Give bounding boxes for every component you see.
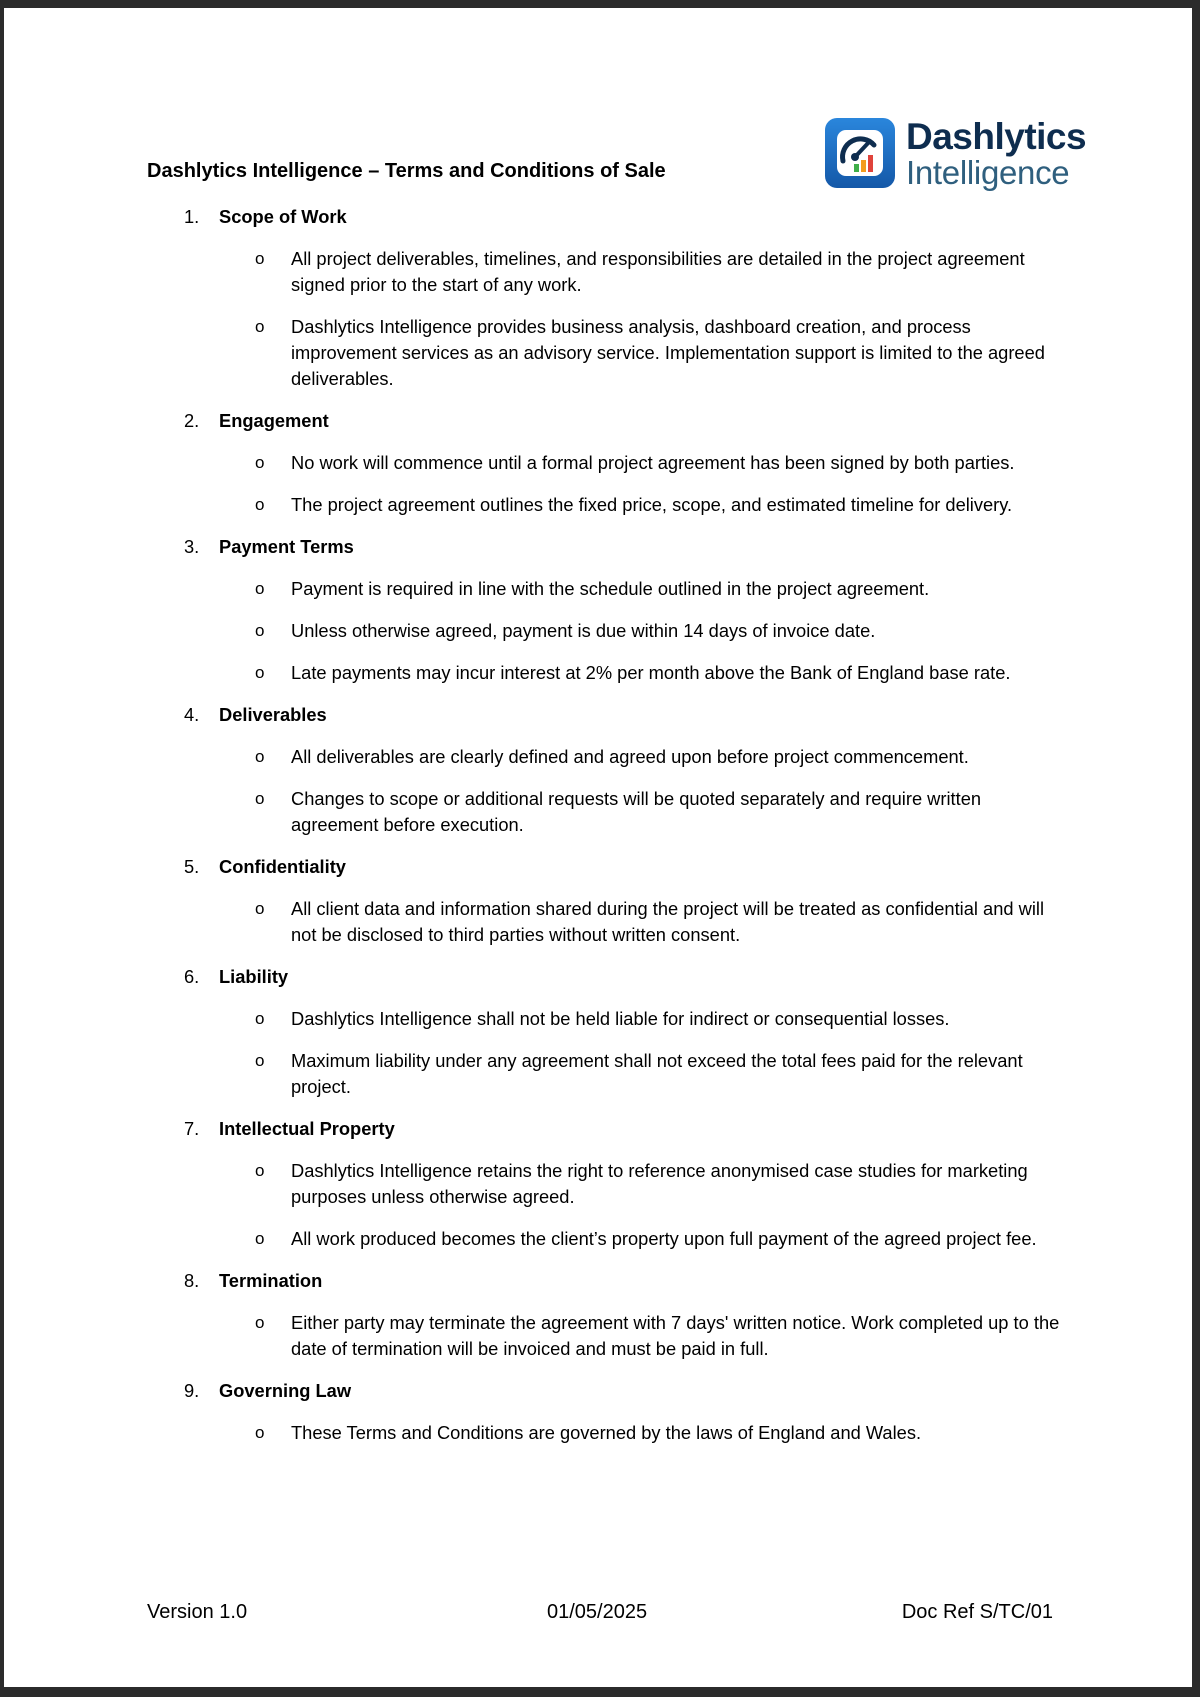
section-items-list	[219, 1420, 1067, 1446]
terms-section	[147, 702, 1067, 838]
bullet-marker: o	[255, 1423, 265, 1442]
list-item-text: Payment is required in line with the schedule outlined in the project agreement.	[291, 578, 930, 599]
bullet-marker: o	[255, 453, 265, 472]
bullet-marker: o	[255, 663, 265, 682]
terms-section	[147, 408, 1067, 518]
list-item-text: No work will commence until a formal project agreement has been signed by both parties.	[291, 452, 1015, 473]
list-item-text: Dashlytics Intelligence provides business analysis, dashboard creation, and process improvement services as an advisory service. Implementation support is limited to the agreed deliverables.	[291, 316, 1045, 389]
document-page	[4, 8, 1192, 1687]
section-items-list	[219, 246, 1067, 392]
section-items-list	[219, 1310, 1067, 1362]
logo-brand-subtitle: Intelligence	[906, 153, 1070, 191]
section-heading: Liability	[219, 966, 289, 987]
section-number: 2.	[184, 410, 200, 431]
terms-section	[147, 1378, 1067, 1446]
list-item-text: The project agreement outlines the fixed price, scope, and estimated timeline for delivery.	[291, 494, 1013, 515]
section-heading: Termination	[219, 1270, 323, 1291]
section-heading: Intellectual Property	[219, 1118, 395, 1139]
bullet-marker: o	[255, 495, 265, 514]
section-items-list	[219, 576, 1067, 686]
document-title: Dashlytics Intelligence – Terms and Conditions of Sale	[147, 160, 666, 182]
section-number: 7.	[184, 1118, 200, 1139]
terms-section	[147, 964, 1067, 1100]
bullet-marker: o	[255, 1229, 265, 1248]
section-number: 4.	[184, 704, 200, 725]
bullet-marker: o	[255, 1161, 265, 1180]
list-item-text: Changes to scope or additional requests will be quoted separately and require written agreement before execution.	[291, 788, 982, 835]
section-items-list	[219, 896, 1067, 948]
list-item	[219, 246, 1067, 298]
list-item	[219, 1158, 1067, 1210]
bullet-marker: o	[255, 747, 265, 766]
page-footer	[147, 1601, 1053, 1627]
list-item	[219, 786, 1067, 838]
bullet-marker: o	[255, 1313, 265, 1332]
logo-brand-name: Dashlytics	[906, 115, 1087, 157]
list-item-text: These Terms and Conditions are governed by the laws of England and Wales.	[291, 1422, 922, 1443]
list-item	[219, 1048, 1067, 1100]
list-item-text: Dashlytics Intelligence shall not be held liable for indirect or consequential losses.	[291, 1008, 950, 1029]
section-number: 5.	[184, 856, 200, 877]
list-item-text: Either party may terminate the agreement with 7 days' written notice. Work completed up to the date of termination will be invoiced and must be paid in full.	[291, 1312, 1060, 1359]
bullet-marker: o	[255, 317, 265, 336]
footer-date: 01/05/2025	[547, 1601, 648, 1623]
list-item	[219, 1006, 1067, 1032]
list-item	[219, 744, 1067, 770]
list-item	[219, 1310, 1067, 1362]
section-heading: Engagement	[219, 410, 329, 431]
bullet-marker: o	[255, 899, 265, 918]
list-item	[219, 660, 1067, 686]
list-item-text: All work produced becomes the client’s property upon full payment of the agreed project fee.	[291, 1228, 1037, 1249]
bullet-marker: o	[255, 579, 265, 598]
bullet-marker: o	[255, 1051, 265, 1070]
section-number: 3.	[184, 536, 200, 557]
section-items-list	[219, 1006, 1067, 1100]
list-item	[219, 896, 1067, 948]
list-item	[219, 1420, 1067, 1446]
list-item-text: Maximum liability under any agreement shall not exceed the total fees paid for the relevant project.	[291, 1050, 1023, 1097]
section-number: 1.	[184, 206, 200, 227]
terms-section	[147, 1268, 1067, 1362]
list-item-text: All client data and information shared during the project will be treated as confidential and will not be disclosed to third parties without written consent.	[291, 898, 1045, 945]
list-item	[219, 492, 1067, 518]
section-heading: Scope of Work	[219, 206, 347, 227]
terms-section	[147, 204, 1067, 392]
list-item	[219, 1226, 1067, 1252]
terms-section	[147, 534, 1067, 686]
section-heading: Payment Terms	[219, 536, 354, 557]
list-item-text: All project deliverables, timelines, and responsibilities are detailed in the project agreement signed prior to the start of any work.	[291, 248, 1025, 295]
section-number: 6.	[184, 966, 200, 987]
bullet-marker: o	[255, 789, 265, 808]
terms-section	[147, 854, 1067, 948]
section-heading: Governing Law	[219, 1380, 352, 1401]
section-items-list	[219, 450, 1067, 518]
terms-section	[147, 1116, 1067, 1252]
list-item	[219, 314, 1067, 392]
section-number: 9.	[184, 1380, 200, 1401]
bullet-marker: o	[255, 1009, 265, 1028]
terms-sections-list	[147, 204, 1067, 1446]
list-item	[219, 618, 1067, 644]
section-heading: Deliverables	[219, 704, 327, 725]
section-heading: Confidentiality	[219, 856, 346, 877]
section-items-list	[219, 744, 1067, 838]
bullet-marker: o	[255, 249, 265, 268]
company-logo	[824, 113, 1087, 193]
section-number: 8.	[184, 1270, 200, 1291]
list-item	[219, 576, 1067, 602]
list-item-text: All deliverables are clearly defined and agreed upon before project commencement.	[291, 746, 969, 767]
list-item-text: Dashlytics Intelligence retains the right to reference anonymised case studies for marketing purposes unless otherwise agreed.	[291, 1160, 1028, 1207]
bullet-marker: o	[255, 621, 265, 640]
dashboard-gauge-chart-icon	[824, 117, 896, 189]
list-item-text: Late payments may incur interest at 2% per month above the Bank of England base rate.	[291, 662, 1011, 683]
list-item-text: Unless otherwise agreed, payment is due within 14 days of invoice date.	[291, 620, 876, 641]
footer-version: Version 1.0	[147, 1601, 248, 1623]
footer-doc-ref: Doc Ref S/TC/01	[901, 1601, 1053, 1623]
section-items-list	[219, 1158, 1067, 1252]
list-item	[219, 450, 1067, 476]
terms-body	[147, 204, 1067, 1462]
